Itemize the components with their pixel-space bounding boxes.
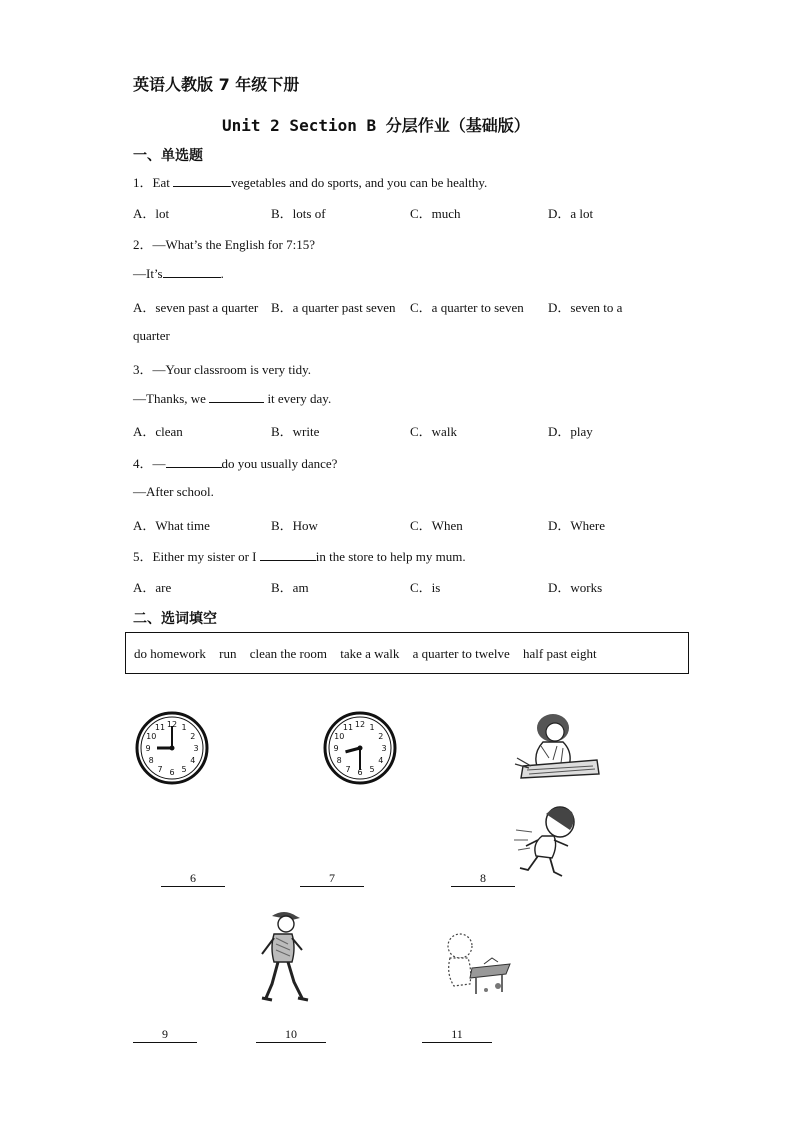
word-bank-item: clean the room: [249, 646, 327, 661]
girl-cleaning-icon: [513, 708, 603, 784]
question-5-stem: [133, 546, 466, 565]
q5-stem-before: 5．Either my sister or I: [133, 549, 260, 564]
section-heading-fill: 二、选词填空: [133, 611, 217, 627]
clock-numeral: 10: [334, 732, 345, 741]
question-2-stem: 2．—What’s the English for 7:15?: [133, 237, 315, 252]
clock-numeral: 5: [181, 764, 187, 774]
q5-blank: [260, 548, 316, 561]
q2-option-wrap: quarter: [133, 328, 170, 343]
clock-numeral: 3: [381, 744, 387, 753]
section-heading-choice: 一、单选题: [133, 148, 203, 164]
q2-reply-after: .: [220, 266, 224, 281]
question-2-reply: [133, 265, 224, 282]
clock-numeral: 1: [369, 723, 375, 733]
answer-blank-7: 7: [300, 871, 364, 887]
q3-option-a: A．clean: [133, 424, 183, 439]
word-bank-item: run: [219, 646, 237, 661]
q1-stem-after: vegetables and do sports, and you can be healthy.: [231, 175, 488, 190]
q2-option-c: C．a quarter to seven: [410, 300, 524, 315]
question-1-stem: [133, 172, 487, 191]
clock-numeral: 7: [345, 764, 351, 774]
clock-numeral: 12: [354, 720, 366, 729]
clock-numeral: 6: [357, 768, 363, 777]
q2-option-d: D．seven to a: [548, 300, 623, 315]
person-running-icon: [512, 800, 587, 880]
clock-numeral: 11: [154, 723, 166, 733]
clock-center: [170, 746, 175, 751]
clock-numeral: 8: [148, 756, 154, 765]
answer-blank-11: 11: [422, 1027, 492, 1043]
answer-blank-8: 8: [451, 871, 515, 887]
q5-stem-after: in the store to help my mum.: [315, 549, 466, 564]
word-bank-box: [125, 632, 689, 674]
clock-numeral: 5: [369, 764, 375, 774]
boy-walking-icon: [252, 908, 312, 1003]
word-bank-item: half past eight: [523, 646, 597, 661]
q1-stem-before: 1．Eat: [133, 175, 174, 190]
answer-blank-6: 6: [161, 871, 225, 887]
q2-option-a: A．seven past a quarter: [133, 300, 259, 315]
clock-numeral: 10: [146, 732, 157, 741]
q4-stem-before: 4．—: [133, 456, 166, 471]
clock-center: [358, 746, 363, 751]
q4-option-a: A．What time: [133, 518, 210, 533]
answer-blank-9: 9: [133, 1027, 197, 1043]
q5-option-a: A．are: [133, 580, 172, 595]
q4-stem-after: do you usually dance?: [221, 456, 338, 471]
word-bank: [134, 646, 607, 662]
q3-option-b: B．write: [271, 424, 320, 439]
clock-numeral: 6: [169, 768, 175, 777]
q3-option-d: D．play: [548, 424, 593, 439]
q1-option-a: A．lot: [133, 206, 170, 221]
q1-blank: [173, 174, 231, 187]
clock-numeral: 1: [181, 723, 187, 733]
page-title: Unit 2 Section B 分层作业（基础版）: [222, 116, 530, 135]
q4-option-d: D．Where: [548, 518, 606, 533]
question-3-reply: [133, 390, 331, 407]
q1-option-b: B．lots of: [271, 206, 326, 221]
word-bank-item: do homework: [134, 646, 206, 661]
clock-numeral: 4: [378, 756, 384, 765]
question-4-stem: [133, 453, 337, 472]
q3-option-c: C．walk: [410, 424, 457, 439]
book-title: 英语人教版 7 年级下册: [133, 75, 300, 94]
q5-option-c: C．is: [410, 580, 441, 595]
clock-numeral: 4: [190, 756, 196, 765]
answer-blank-10: 10: [256, 1027, 326, 1043]
clock-numeral: 12: [166, 720, 178, 729]
word-bank-item: a quarter to twelve: [412, 646, 510, 661]
clock-numeral: 11: [342, 723, 354, 733]
q2-option-b: B．a quarter past seven: [271, 300, 396, 315]
q5-option-b: B．am: [271, 580, 309, 595]
q3-blank: [209, 390, 264, 403]
q3-reply-before: —Thanks, we: [133, 391, 210, 406]
clock-numeral: 2: [190, 732, 196, 741]
q4-option-c: C．When: [410, 518, 463, 533]
desk-homework-icon: [440, 928, 515, 1000]
q2-blank: [163, 265, 221, 278]
q1-option-c: C．much: [410, 206, 461, 221]
q1-option-d: D．a lot: [548, 206, 594, 221]
q3-reply-after: it every day.: [264, 391, 332, 406]
clock-numeral: 9: [333, 744, 339, 753]
clock-icon: [134, 710, 210, 786]
q4-blank: [166, 455, 222, 468]
q5-option-d: D．works: [548, 580, 603, 595]
clock-numeral: 3: [193, 744, 199, 753]
clock-numeral: 7: [157, 764, 163, 774]
clock-icon: [322, 710, 398, 786]
clock-numeral: 9: [145, 744, 151, 753]
q2-reply-before: —It’s: [133, 266, 163, 281]
clock-numeral: 8: [336, 756, 342, 765]
question-3-stem: 3．—Your classroom is very tidy.: [133, 362, 312, 377]
q4-option-b: B．How: [271, 518, 318, 533]
question-4-reply: —After school.: [133, 484, 214, 499]
word-bank-item: take a walk: [340, 646, 400, 661]
clock-numeral: 2: [378, 732, 384, 741]
